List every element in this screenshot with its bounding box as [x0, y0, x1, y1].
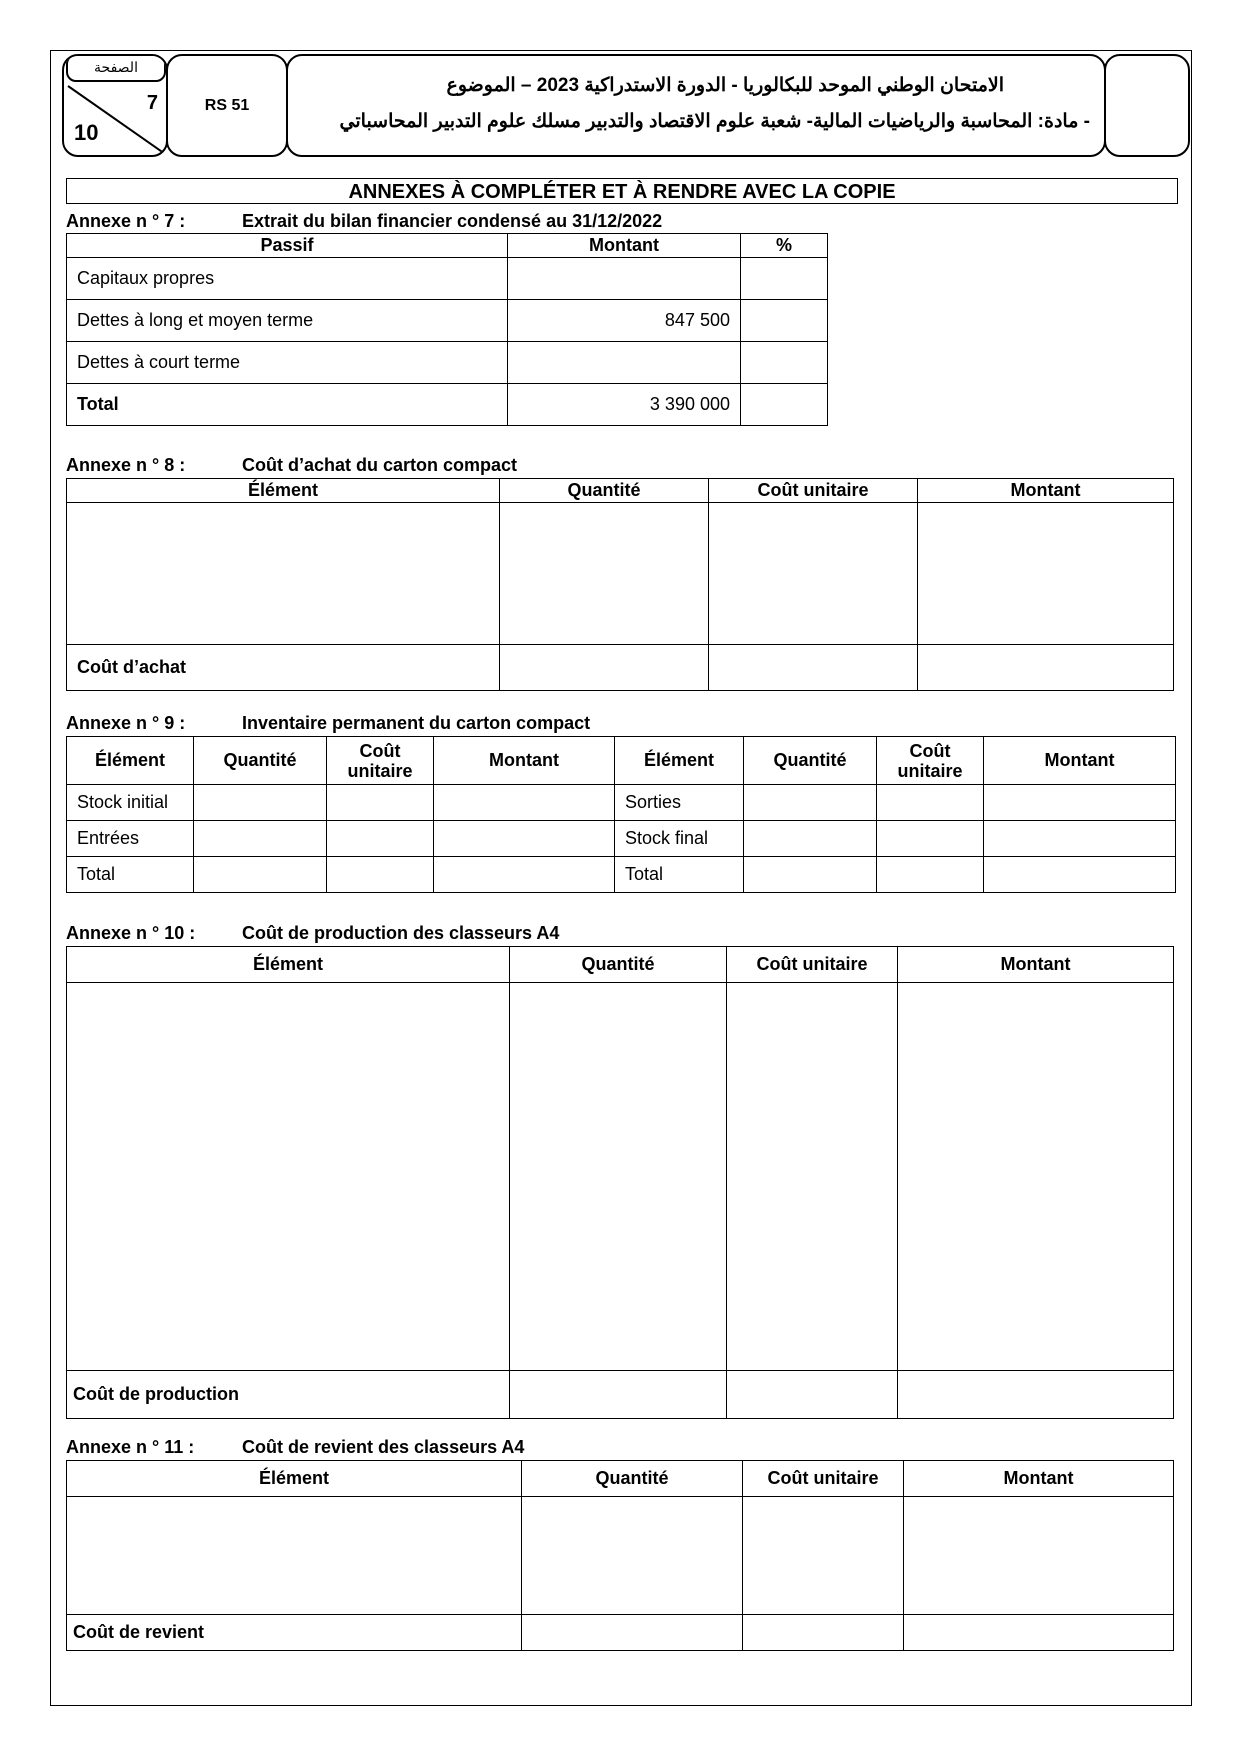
annex10-cell[interactable] [898, 1371, 1174, 1419]
table-row [67, 983, 1174, 1371]
annex7-row-label: Total [67, 384, 508, 426]
annex9-cell[interactable] [327, 785, 434, 821]
annex7-row-label: Dettes à court terme [67, 342, 508, 384]
annex9-right-label: Total [615, 857, 744, 893]
annex8-cell[interactable] [918, 645, 1174, 691]
annex7-row-pct[interactable] [741, 258, 828, 300]
annex9-header-quantite-2: Quantité [744, 737, 877, 785]
annex11-header-quantite: Quantité [522, 1461, 743, 1497]
exam-title-line1: الامتحان الوطني الموحد للبكالوريا - الدورة الاستدراكية 2023 – الموضوع [446, 75, 1004, 96]
annex7-heading [66, 211, 662, 232]
annex10-cell[interactable] [510, 1371, 727, 1419]
table-row [67, 785, 1176, 821]
annex9-cell[interactable] [434, 821, 615, 857]
annex9-label: Annexe n ° 9 : [66, 713, 186, 733]
table-row [67, 342, 828, 384]
table-row [67, 300, 828, 342]
annex11-cell[interactable] [904, 1497, 1174, 1615]
annex9-left-label: Total [67, 857, 194, 893]
annex8-header-montant: Montant [918, 479, 1174, 503]
annex11-cell[interactable] [743, 1615, 904, 1651]
annex10-header-quantite: Quantité [510, 947, 727, 983]
annex11-header-element: Élément [67, 1461, 522, 1497]
annex9-header-element: Élément [67, 737, 194, 785]
annex7-header-passif: Passif [67, 234, 508, 258]
annex11-cell[interactable] [522, 1615, 743, 1651]
annex9-cell[interactable] [877, 785, 984, 821]
annex11-label: Annexe n ° 11 : [66, 1437, 195, 1457]
annex9-cell[interactable] [327, 857, 434, 893]
annex9-cell[interactable] [877, 857, 984, 893]
annex11-cell[interactable] [904, 1615, 1174, 1651]
annex11-table [66, 1460, 1174, 1651]
annex8-cell[interactable] [67, 503, 500, 645]
annex11-header-montant: Montant [904, 1461, 1174, 1497]
annex9-title: Inventaire permanent du carton compact [242, 713, 591, 733]
annex10-title: Coût de production des classeurs A4 [242, 923, 560, 943]
annex10-cell[interactable] [898, 983, 1174, 1371]
annex9-cell[interactable] [434, 785, 615, 821]
annex10-header-element: Élément [67, 947, 510, 983]
annex8-table [66, 478, 1174, 691]
annex10-header-cout-unitaire: Coût unitaire [727, 947, 898, 983]
annex9-cell[interactable] [984, 785, 1176, 821]
annex9-header-quantite: Quantité [194, 737, 327, 785]
annex9-header-element-2: Élément [615, 737, 744, 785]
annex7-row-amount[interactable] [508, 258, 741, 300]
annexes-banner: ANNEXES À COMPLÉTER ET À RENDRE AVEC LA COPIE [66, 178, 1178, 204]
annex8-total-label: Coût d’achat [67, 645, 500, 691]
annex11-cell[interactable] [522, 1497, 743, 1615]
annex8-cell[interactable] [709, 645, 918, 691]
annex9-cell[interactable] [194, 785, 327, 821]
annex9-right-label: Stock final [615, 821, 744, 857]
annex8-heading [66, 455, 517, 476]
annex11-heading [66, 1437, 524, 1458]
annex9-cell[interactable] [984, 857, 1176, 893]
annex8-header-cout-unitaire: Coût unitaire [709, 479, 918, 503]
annex7-row-amount[interactable] [508, 342, 741, 384]
exam-title-box [286, 54, 1106, 157]
annex10-cell[interactable] [727, 983, 898, 1371]
page-total: 10 [74, 120, 99, 145]
blank-header-box [1104, 54, 1190, 157]
annex7-row-pct[interactable] [741, 300, 828, 342]
annex10-heading [66, 923, 559, 944]
page-number-box [62, 54, 168, 157]
annex7-title: Extrait du bilan financier condensé au 31/12/2022 [242, 211, 663, 231]
annex7-row-label: Dettes à long et moyen terme [67, 300, 508, 342]
table-row [67, 258, 828, 300]
annex10-header-montant: Montant [898, 947, 1174, 983]
annex9-cell[interactable] [744, 785, 877, 821]
annex9-header-montant-2: Montant [984, 737, 1176, 785]
annex9-right-label: Sorties [615, 785, 744, 821]
table-row [67, 821, 1176, 857]
table-row [67, 1615, 1174, 1651]
annex9-left-label: Stock initial [67, 785, 194, 821]
annex9-cell[interactable] [984, 821, 1176, 857]
table-row [67, 1371, 1174, 1419]
exam-title-line2: - مادة: المحاسبة والرياضيات المالية- شعبة علوم الاقتصاد والتدبير مسلك علوم التدبير المحاسباتي [339, 111, 1090, 132]
annex7-header-montant: Montant [508, 234, 741, 258]
annex9-cell[interactable] [877, 821, 984, 857]
annex7-header-pct: % [741, 234, 828, 258]
annex10-table [66, 946, 1174, 1419]
annex8-header-element: Élément [67, 479, 500, 503]
annex11-header-cout-unitaire: Coût unitaire [743, 1461, 904, 1497]
table-row [67, 384, 828, 426]
annex11-title: Coût de revient des classeurs A4 [242, 1437, 525, 1457]
annex10-total-label: Coût de production [67, 1371, 510, 1419]
annex9-left-label: Entrées [67, 821, 194, 857]
annex7-row-amount: 847 500 [508, 300, 741, 342]
annex10-cell[interactable] [67, 983, 510, 1371]
annex9-header-montant: Montant [434, 737, 615, 785]
annex8-cell[interactable] [709, 503, 918, 645]
annex11-total-label: Coût de revient [67, 1615, 522, 1651]
annex7-table [66, 233, 828, 426]
annex10-cell[interactable] [510, 983, 727, 1371]
annex11-cell[interactable] [67, 1497, 522, 1615]
annex9-cell[interactable] [194, 857, 327, 893]
exam-code: RS 51 [166, 54, 288, 157]
annex8-label: Annexe n ° 8 : [66, 455, 186, 475]
annex8-cell[interactable] [500, 645, 709, 691]
annex9-cell[interactable] [327, 821, 434, 857]
page-label: الصفحة [66, 54, 166, 82]
table-row [67, 857, 1176, 893]
annex7-row-pct[interactable] [741, 342, 828, 384]
annex9-heading [66, 713, 590, 734]
annex10-label: Annexe n ° 10 : [66, 923, 196, 943]
annex8-cell[interactable] [918, 503, 1174, 645]
annex11-cell[interactable] [743, 1497, 904, 1615]
table-row [67, 503, 1174, 645]
annex8-title: Coût d’achat du carton compact [242, 455, 518, 475]
annex7-row-label: Capitaux propres [67, 258, 508, 300]
annex7-label: Annexe n ° 7 : [66, 211, 186, 231]
annex9-cell[interactable] [744, 857, 877, 893]
annex9-cell[interactable] [434, 857, 615, 893]
annex9-table [66, 736, 1176, 893]
table-row [67, 645, 1174, 691]
annex9-cell[interactable] [744, 821, 877, 857]
annex9-header-cout-unitaire-2: Coût unitaire [877, 737, 984, 785]
annex9-cell[interactable] [194, 821, 327, 857]
table-row [67, 1497, 1174, 1615]
annex8-cell[interactable] [500, 503, 709, 645]
annex8-header-quantite: Quantité [500, 479, 709, 503]
page-number: 7 [146, 92, 158, 114]
annex7-row-pct[interactable] [741, 384, 828, 426]
annex7-row-amount: 3 390 000 [508, 384, 741, 426]
annex9-header-cout-unitaire: Coût unitaire [327, 737, 434, 785]
annex10-cell[interactable] [727, 1371, 898, 1419]
